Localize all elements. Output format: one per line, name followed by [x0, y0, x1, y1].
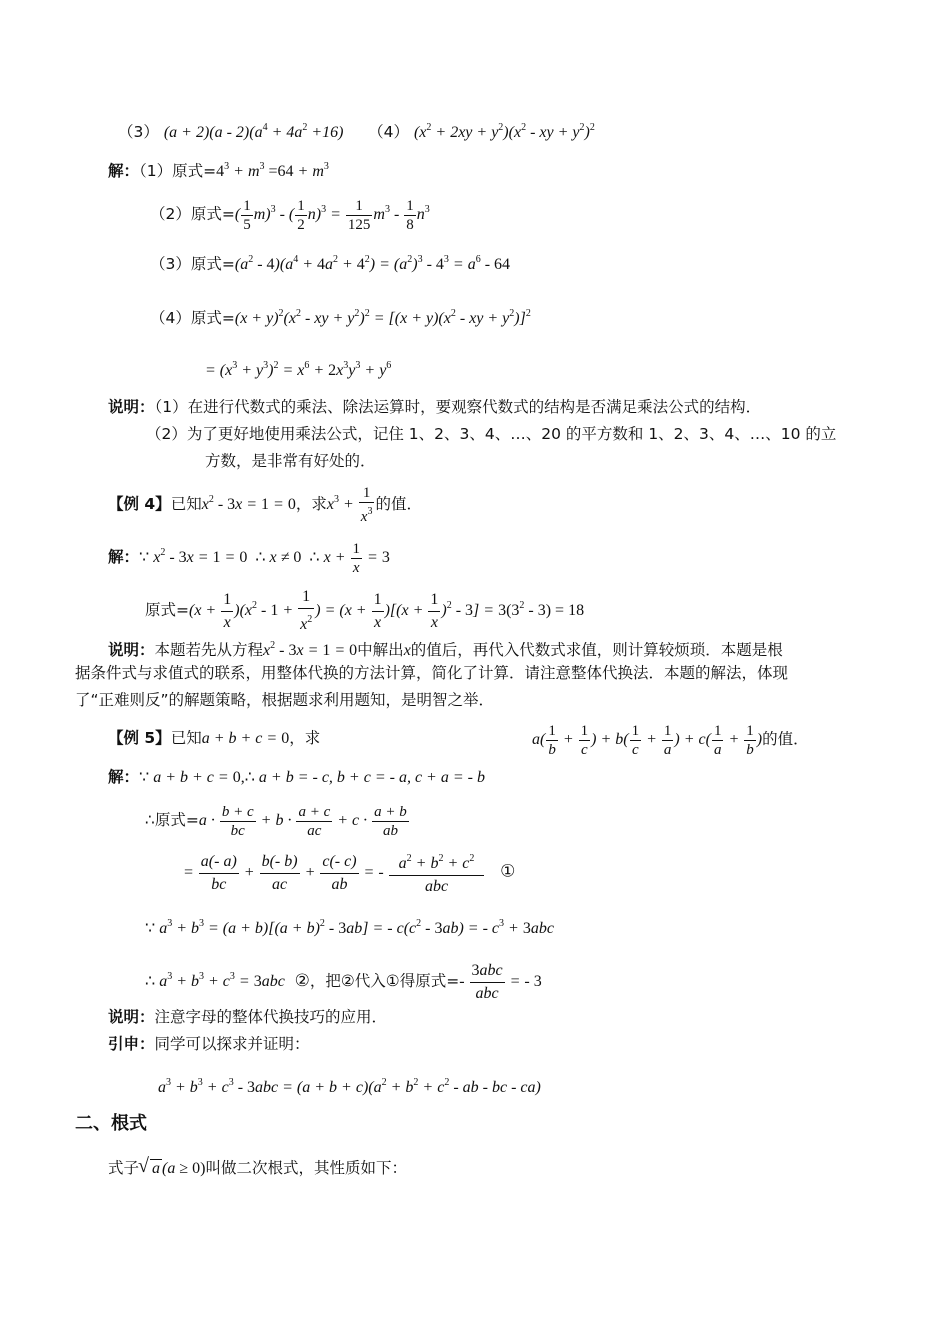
math-expression: - $\frac{\text{3abc}}{\text{abc}}$ = - 3 — [459, 961, 542, 1002]
math-expression: $4^3 + m^3 =64 + m^3$ — [216, 161, 329, 180]
text: 原式= — [172, 162, 217, 180]
explain-1 — [108, 397, 761, 417]
text: 原式= — [190, 255, 235, 273]
note-text: 的值后，再代入代数式求值，则计算较烦琐．本题是根 — [410, 641, 783, 659]
text: ，求 — [295, 495, 327, 513]
math-expression: = $(x^3 + y^3)^2 = x^6 + 2x^3y^3 + y^6$ — [205, 360, 392, 379]
section-heading — [75, 1114, 147, 1134]
item-label: （4） — [150, 309, 191, 327]
circled-marker: ① — [500, 861, 516, 882]
label-shuoming: 说明： — [108, 641, 155, 659]
note-text: 本题若先从方程 — [154, 641, 264, 659]
example-4-solution — [108, 533, 390, 576]
label-jie: 解： — [108, 768, 140, 786]
example-5-step4 — [145, 955, 542, 1002]
text: 原式= — [145, 601, 189, 619]
explain-text: （1）在进行代数式的乘法、除法运算时，要观察代数式的结构是否满足乘法公式的结构． — [154, 398, 762, 416]
section-title: 二、根式 — [75, 1113, 147, 1134]
note-text: 同学可以探求并证明： — [154, 1035, 310, 1053]
explain-2-cont — [205, 451, 376, 471]
math-expression: ∴ $a^3 + b^3 + c^3 = 3abc$ — [145, 971, 285, 990]
text: ，把②代入①得原式= — [309, 972, 460, 990]
math-expression: $x^3$ + $\frac{1}{x^3}$ — [326, 485, 373, 526]
solution-4 — [150, 304, 531, 329]
text: 的值． — [375, 495, 422, 513]
example-tag: 【例 5】 — [108, 729, 171, 747]
solution-2 — [150, 190, 430, 233]
solution-4-cont — [205, 356, 391, 381]
item-label: （4） — [368, 123, 410, 141]
text: 原式= — [190, 205, 235, 223]
example-5 — [108, 728, 320, 749]
text: 的值． — [762, 730, 809, 748]
label-shuoming: 说明： — [108, 398, 155, 416]
example-tag: 【例 4】 — [108, 495, 171, 513]
example-4 — [108, 480, 422, 526]
example-5-extend — [108, 1034, 310, 1054]
label-jie: 解： — [108, 548, 140, 566]
math-expression: $a^3 + b^3 + c^3 - 3abc = (a + b + c)(a^2 + b^2 + c^2$ - ab - bc - ca) — [158, 1077, 541, 1096]
text: 已知 — [170, 495, 202, 513]
example-5-step2 — [183, 848, 516, 895]
note-text: 据条件式与求值式的联系，用整体代换的方法计算，简化了计算．请注意整体代换法．本题的解法，体现 — [75, 664, 789, 682]
label-yinshen: 引申： — [108, 1035, 155, 1053]
math-expression: ( $\frac{1}{5}$ m)$^3$ - ( $\frac{1}{2}$ n)$^3$ = $\frac{1}{125}$ $m^3$ - $\frac{1}{8}$ $n^3$ — [234, 197, 430, 233]
solution-3 — [150, 250, 510, 275]
math-variable: x — [403, 642, 411, 659]
math-expression: ∵ a + b + c = 0,∴ a + b = - c, b + c = - a, c + a = - b — [139, 769, 485, 786]
text: 原式= — [190, 309, 235, 327]
text: 式子 — [108, 1159, 140, 1177]
solution-1 — [108, 157, 329, 182]
item-label: （1） — [139, 162, 173, 180]
math-expression: $(a + 2)(a - 2)(a^4 + 4a^2 +16)$ — [163, 122, 344, 141]
math-expression: ∵ $a^3 + b^3 = (a + b)[(a + b)^2 - 3ab]$ = - $c(c^2 - 3ab)$ = - $c^3 + 3abc$ — [145, 918, 554, 937]
math-expression: a + b + c = 0 — [201, 730, 290, 747]
explain-2 — [146, 424, 836, 444]
circled-marker: ② — [294, 971, 310, 991]
text: 原式= — [154, 811, 199, 829]
explain-text: 方数，是非常有好处的． — [205, 452, 376, 470]
text: 已知 — [170, 729, 202, 747]
example-4-note — [108, 636, 783, 661]
math-expression: $(x^2 + 2xy + y^2)(x^2$ - xy + $y^2)^2$ — [413, 122, 595, 141]
explain-text: （2）为了更好地使用乘法公式，记住 1、2、3、4、…、20 的平方数和 1、2、3、4、…、10 的立 — [146, 425, 837, 443]
math-expression: (x + $\frac{1}{x}$ )($x^2 - 1$ + $\frac{1}{x^2}$ ) = (x + $\frac{1}{x}$ )[(x + $\frac{1}{x}$ )$^2 - 3] = 3(3^2 - 3) = 18$ — [189, 588, 585, 634]
example-5-note — [108, 1007, 387, 1027]
math-expression: $x^2 - 3x = 1 = 0$ — [201, 494, 296, 513]
math-expression: √ a (a ≥ 0) — [139, 1160, 205, 1177]
note-text: 注意字母的整体代换技巧的应用． — [154, 1008, 388, 1026]
example-5-solution — [108, 767, 485, 788]
note-text: 了“正难则反”的解题策略，根据题求利用题知，是明智之举． — [75, 691, 495, 709]
math-expression: = $\frac{a(- a)}{bc}$ + $\frac{b(- b)}{ac}$ + $\frac{c(- c)}{ab}$ = - $\frac{a^2 + b^2 + c^2}{\text{abc}}$ — [183, 864, 485, 881]
problem-3-4 — [118, 118, 595, 143]
item-label: （3） — [150, 255, 191, 273]
example-4-result — [145, 584, 585, 634]
example-4-note-2 — [75, 663, 788, 683]
math-expression: $x^2 - 3x = 1 = 0$ — [263, 640, 358, 659]
item-label: （2） — [150, 205, 191, 223]
item-label: （3） — [118, 123, 159, 141]
note-text: 中解出 — [357, 641, 404, 659]
example-5-step3 — [145, 914, 554, 939]
label-jie: 解： — [108, 162, 140, 180]
label-shuoming: 说明： — [108, 1008, 155, 1026]
example-5-step1 — [145, 798, 410, 842]
section-intro — [108, 1155, 407, 1181]
math-expression: $(x + y)^2(x^2$ - xy + $y^2)^2 = [(x + y)(x^2$ - xy + $y^2)]^2$ — [234, 308, 531, 327]
example-4-note-3 — [75, 690, 494, 710]
text: ，求 — [289, 729, 321, 747]
math-expression: ∵ $x^2 - 3x = 1 = 0$ ∴ x ≠ 0 ∴ x + $\frac{1}{x}$ = 3 — [139, 540, 390, 576]
example-5-target — [532, 719, 809, 759]
math-expression: a( $\frac{1}{b}$ + $\frac{1}{c}$ ) + b( $\frac{1}{c}$ + $\frac{1}{a}$ ) + c( $\frac{1}{a}$ + $\frac{1}{b}$ ) — [532, 722, 763, 758]
identity-formula — [158, 1073, 541, 1098]
therefore: ∴ — [145, 811, 155, 829]
math-expression: $(a^2 - 4)(a^4 + 4a^2 + 4^2) = (a^2)^3 - 4^3 = a^6 - 64$ — [234, 254, 511, 273]
math-expression: a · $\frac{b + c}{bc}$ + b · $\frac{a + c}{ac}$ + c · $\frac{a + b}{ab}$ — [198, 803, 407, 839]
text: 叫做二次根式，其性质如下： — [205, 1159, 407, 1177]
